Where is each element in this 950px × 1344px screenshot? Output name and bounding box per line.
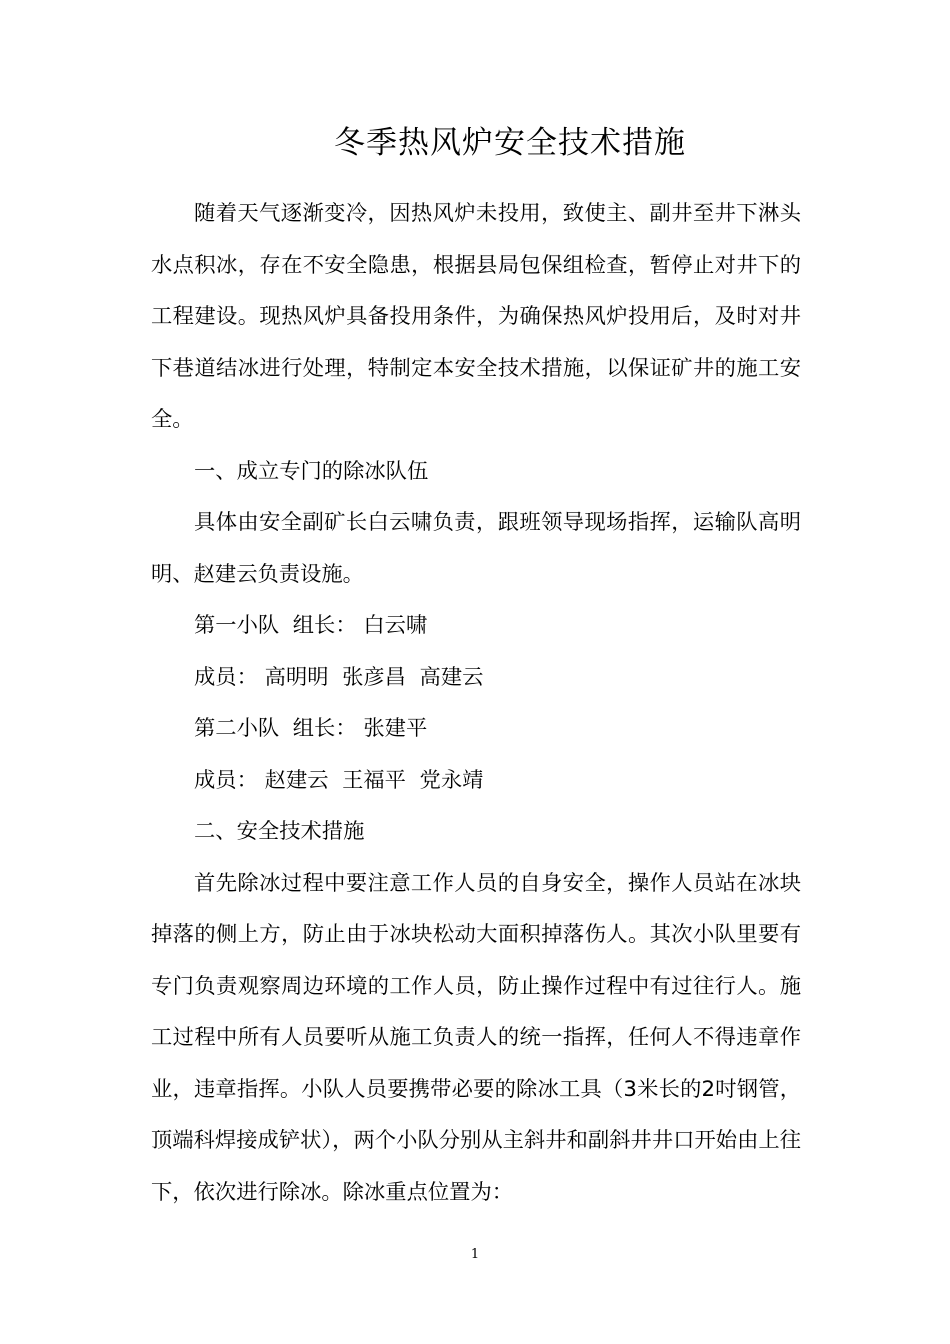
intro-paragraph: 随着天气逐渐变冷，因热风炉未投用，致使主、副井至井下淋头水点积冰，存在不安全隐患，根据县局包保组检查，暂停止对井下的工程建设。现热风炉具备投用条件，为确保热风炉投用后，及时对井下巷道结冰进行处理，特制定本安全技术措施，以保证矿井的施工安全。 [151, 201, 801, 432]
page-number: 1 [470, 1247, 480, 1262]
document-title: 冬季热风炉安全技术措施 [334, 125, 686, 161]
team-two-leader: 第二小队 组长： 张建平 [194, 716, 428, 741]
responsibility-paragraph: 具体由安全副矿长白云啸负责，跟班领导现场指挥，运输队高明明、赵建云负责设施。 [151, 510, 801, 587]
section-heading-team: 一、成立专门的除冰队伍 [194, 458, 429, 484]
document-body [151, 188, 801, 1218]
team-two-members: 成员： 赵建云 王福平 党永靖 [194, 767, 484, 793]
team-one-leader: 第一小队 组长： 白云啸 [194, 613, 428, 638]
section-heading-safety: 二、安全技术措施 [194, 819, 365, 844]
safety-measures-paragraph: 首先除冰过程中要注意工作人员的自身安全，操作人员站在冰块掉落的侧上方，防止由于冰块松动大面积掉落伤人。其次小队里要有专门负责观察周边环境的工作人员，防止操作过程中有过往行人。施工过程中所有人员要听从施工负责人的统一指挥，任何人不得违章作业，违章指挥。小队人员要携带必要的除冰工具（3米长的2吋钢管，顶端科焊接成铲状），两个小队分别从主斜井和副斜井井口开始由上往下，依次进行除冰。除冰重点位置为： [151, 870, 801, 1205]
team-one-members: 成员： 高明明 张彦昌 高建云 [194, 664, 484, 690]
